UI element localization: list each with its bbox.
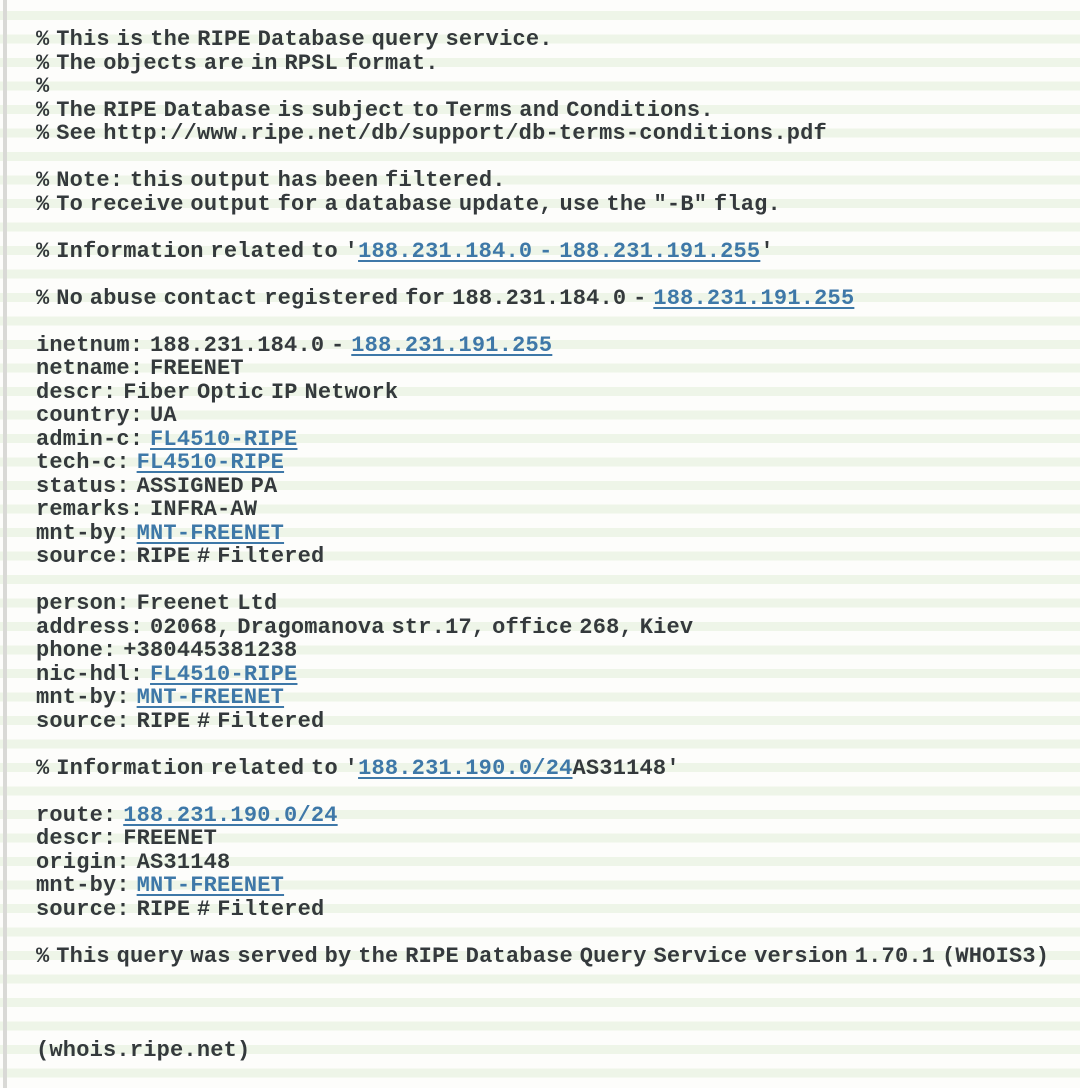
output-line-11 [36, 263, 1076, 287]
output-text: source: RIPE # Filtered [36, 544, 325, 569]
output-line-39 [36, 921, 1076, 945]
output-text: % Note: this output has been filtered. [36, 168, 506, 193]
output-text: netname: FREENET [36, 356, 244, 381]
output-text: % See http://www.ripe.net/db/support/db-terms-conditions.pdf [36, 121, 827, 146]
output-line-18 [36, 428, 1076, 452]
output-line-31 [36, 733, 1076, 757]
output-line-20 [36, 475, 1076, 499]
whois-link[interactable]: FL4510-RIPE [150, 426, 298, 452]
output-text: phone: +380445381238 [36, 638, 298, 663]
output-line-30 [36, 710, 1076, 734]
whois-link[interactable]: 188.231.190.0/24 [123, 802, 338, 828]
output-line-33 [36, 780, 1076, 804]
output-line-14 [36, 334, 1076, 358]
output-text: descr: Fiber Optic IP Network [36, 379, 399, 405]
output-line-34 [36, 804, 1076, 828]
output-line-26 [36, 616, 1076, 640]
output-line-38 [36, 898, 1076, 922]
output-text: remarks: INFRA-AW [36, 497, 258, 522]
output-line-7 [36, 169, 1076, 193]
output-line-42 [36, 992, 1076, 1016]
output-text: % The RIPE Database is subject to Terms and Conditions. [36, 97, 714, 123]
output-line-32 [36, 757, 1076, 781]
output-text: person: Freenet Ltd [36, 591, 278, 616]
output-text: (whois.ripe.net) [36, 1037, 251, 1063]
whois-link[interactable]: 188.231.191.255 [653, 285, 855, 311]
output-text: route: [36, 802, 124, 828]
output-line-13 [36, 310, 1076, 334]
output-text: status: ASSIGNED PA [36, 473, 278, 499]
whois-output [36, 28, 1076, 1062]
output-line-19 [36, 451, 1076, 475]
output-text: % [36, 74, 50, 99]
whois-link[interactable]: FL4510-RIPE [150, 661, 298, 687]
output-line-10 [36, 240, 1076, 264]
output-line-15 [36, 357, 1076, 381]
whois-link[interactable]: 188.231.184.0 - 188.231.191.255 [358, 238, 761, 264]
output-line-12 [36, 287, 1076, 311]
output-line-28 [36, 663, 1076, 687]
output-text: source: RIPE # Filtered [36, 896, 325, 922]
output-line-29 [36, 686, 1076, 710]
output-line-22 [36, 522, 1076, 546]
output-line-21 [36, 498, 1076, 522]
output-text: % This is the RIPE Database query service. [36, 27, 553, 52]
output-line-3 [36, 75, 1076, 99]
left-edge-rule [3, 0, 7, 1088]
output-text: ' [760, 238, 774, 264]
output-text: % No abuse contact registered for 188.231.184.0 - [36, 285, 654, 311]
output-text: origin: AS31148 [36, 849, 231, 875]
output-text: tech-c: [36, 450, 137, 475]
output-text: % This query was served by the RIPE Database Query Service version 1.70.1 (WHOIS3) [36, 943, 1050, 969]
output-text: AS31148' [572, 755, 680, 781]
output-line-27 [36, 639, 1076, 663]
output-line-40 [36, 945, 1076, 969]
whois-link[interactable]: MNT-FREENET [136, 685, 285, 710]
output-line-9 [36, 216, 1076, 240]
output-text: % Information related to ' [36, 755, 359, 781]
output-line-25 [36, 592, 1076, 616]
output-line-6 [36, 146, 1076, 170]
whois-link[interactable]: MNT-FREENET [136, 520, 285, 546]
whois-link[interactable]: 188.231.191.255 [351, 332, 553, 358]
output-line-24 [36, 569, 1076, 593]
whois-link[interactable]: MNT-FREENET [136, 873, 285, 898]
output-line-44 [36, 1039, 1076, 1063]
output-line-23 [36, 545, 1076, 569]
output-line-43 [36, 1015, 1076, 1039]
output-text: country: UA [36, 403, 177, 428]
output-text: mnt-by: [36, 520, 137, 546]
output-line-36 [36, 851, 1076, 875]
output-line-41 [36, 968, 1076, 992]
output-text: % Information related to ' [36, 238, 359, 264]
output-line-16 [36, 381, 1076, 405]
output-line-2 [36, 52, 1076, 76]
output-line-1 [36, 28, 1076, 52]
output-text: address: 02068, Dragomanova str.17, office 268, Kiev [36, 614, 694, 640]
output-line-17 [36, 404, 1076, 428]
output-text: % The objects are in RPSL format. [36, 50, 439, 76]
output-line-35 [36, 827, 1076, 851]
output-text: source: RIPE # Filtered [36, 708, 325, 734]
output-line-37 [36, 874, 1076, 898]
whois-link[interactable]: FL4510-RIPE [136, 450, 285, 475]
output-line-5 [36, 122, 1076, 146]
output-text: mnt-by: [36, 873, 137, 898]
whois-link[interactable]: 188.231.190.0/24 [358, 755, 573, 781]
output-text: nic-hdl: [36, 661, 151, 687]
output-text: inetnum: 188.231.184.0 - [36, 332, 352, 358]
output-text: % To receive output for a database update, use the "-B" flag. [36, 191, 781, 217]
output-text: admin-c: [36, 426, 151, 452]
output-line-4 [36, 99, 1076, 123]
output-line-8 [36, 193, 1076, 217]
output-text: mnt-by: [36, 685, 137, 710]
output-text: descr: FREENET [36, 826, 218, 851]
